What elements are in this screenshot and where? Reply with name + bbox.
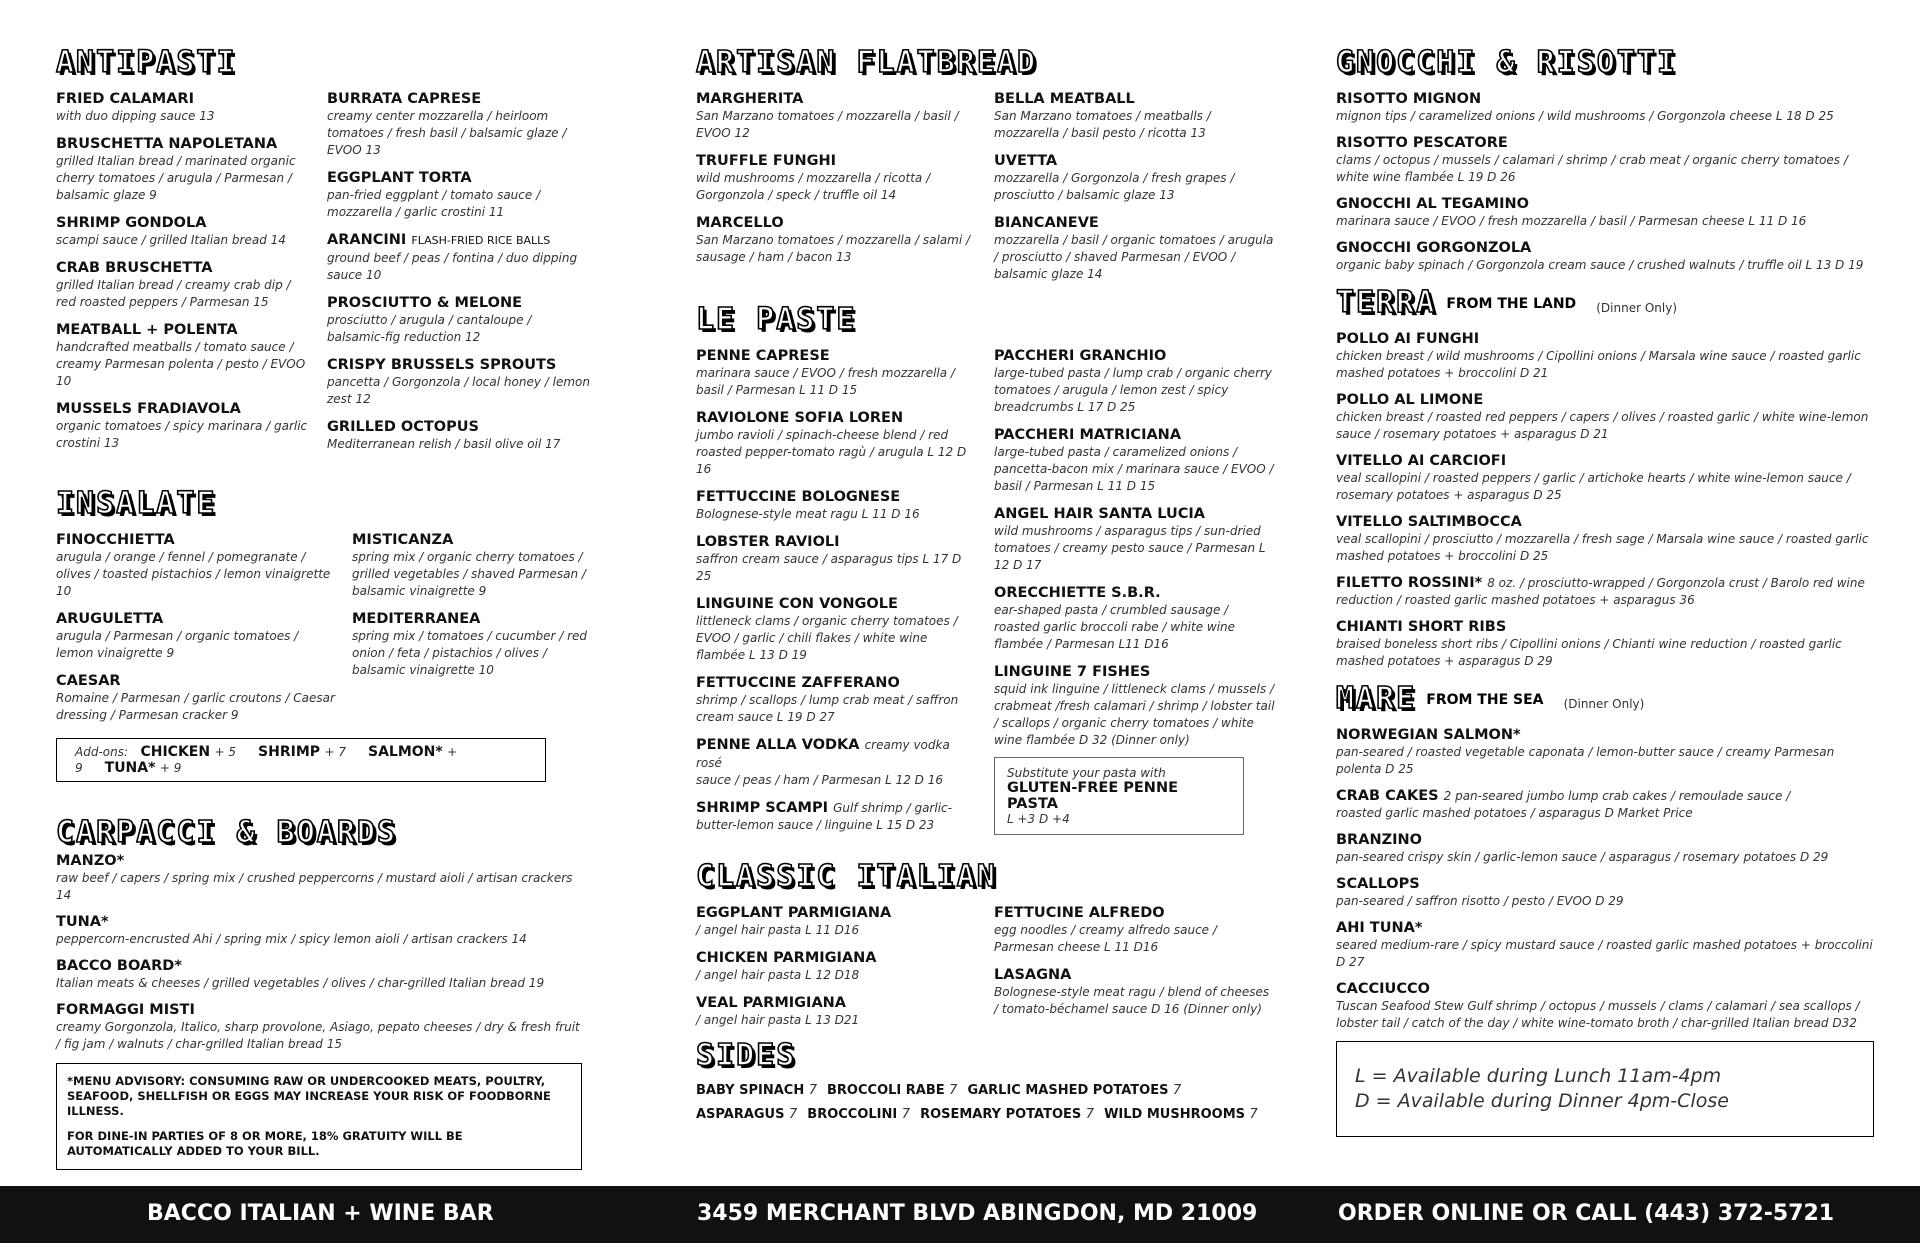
section-flatbread [696, 45, 1286, 293]
menu-item [1336, 618, 1876, 670]
menu-item [1336, 513, 1876, 565]
menu-item-description: Bolognese-style meat ragu / blend of cheeses / tomato-béchamel sauce D 16 (Dinner only) [994, 985, 1270, 1016]
menu-item [56, 90, 311, 125]
menu-item-description: Tuscan Seafood Stew Gulf shrimp / octopus / mussels / clams / calamari / sea scallops / lobster tail / catch of the day / white wine-tomato broth / char-grilled Italian bread D32 [1336, 999, 1860, 1030]
menu-item-name: POLLO AI FUNGHI [1336, 331, 1480, 347]
menu-item-name: FRIED CALAMARI [56, 91, 194, 107]
menu-item-description: marinara sauce / EVOO / fresh mozzarella / basil / Parmesan L 11 D 15 [696, 366, 955, 397]
side-item-price: 7 [1249, 1107, 1258, 1122]
menu-item-description: ground beef / peas / fontina / duo dipping sauce 10 [327, 251, 578, 282]
legend-dinner: D = Available during Dinner 4pm-Close [1355, 1090, 1729, 1112]
menu-item [696, 595, 978, 664]
menu-item-name: PACCHERI MATRICIANA [994, 427, 1182, 443]
menu-item-name: PROSCIUTTO & MELONE [327, 295, 522, 311]
menu-item-inline-desc: 2 pan-seared jumbo lump crab cakes / remoulade sauce / [1443, 789, 1791, 803]
addon-price: + 9 [159, 761, 182, 775]
section-title-terra [1336, 285, 1876, 320]
menu-item [352, 610, 592, 679]
menu-item-description: organic tomatoes / spicy marinara / garlic crostini 13 [56, 419, 308, 450]
menu-item [1336, 980, 1876, 1032]
menu-item-description: Mediterranean relish / basil olive oil 17 [327, 437, 561, 451]
menu-item-description: creamy Gorgonzola, Italico, sharp provolone, Asiago, pepato cheeses / dry & fresh fruit / fig jam / walnuts / char-grilled Italian bread 15 [56, 1020, 580, 1051]
menu-item-description: grilled Italian bread / marinated organic cherry tomatoes / arugula / Parmesan / balsamic glaze 9 [56, 154, 296, 202]
menu-item-description: handcrafted meatballs / tomato sauce / creamy Parmesan polenta / pesto / EVOO 10 [56, 340, 306, 388]
gf-note: Substitute your pasta with [1007, 766, 1166, 780]
section-classic [696, 859, 1286, 1039]
menu-item [994, 663, 1276, 749]
menu-item-name: POLLO AL LIMONE [1336, 392, 1484, 408]
menu-item-description: raw beef / capers / spring mix / crushed peppercorns / mustard aioli / artisan crackers 14 [56, 871, 573, 902]
menu-item [696, 799, 978, 834]
menu-item [696, 347, 978, 399]
menu-item-name: ANGEL HAIR SANTA LUCIA [994, 506, 1206, 522]
menu-item-description: braised boneless short ribs / Cipollini onions / Chianti wine reduction / roasted garlic mashed potatoes + asparagus D 29 [1336, 637, 1842, 668]
menu-item-description: butter-lemon sauce / linguine L 15 D 23 [696, 818, 935, 832]
menu-item [1336, 391, 1876, 443]
menu-item [56, 610, 336, 662]
menu-item-description: wild mushrooms / asparagus tips / sun-dried tomatoes / creamy pesto sauce / Parmesan L 12 D 17 [994, 524, 1266, 572]
menu-item-name: BRANZINO [1336, 832, 1422, 848]
section-paste [696, 302, 1286, 844]
menu-item [327, 169, 592, 221]
menu-item [56, 913, 586, 948]
side-item-price: 7 [949, 1083, 958, 1098]
menu-item [56, 259, 311, 311]
section-title-flatbread: ARTISAN FLATBREAD [696, 45, 1038, 80]
menu-item-name: CHICKEN PARMIGIANA [696, 950, 877, 966]
menu-item-description: arugula / orange / fennel / pomegranate / olives / toasted pistachios / lemon vinaigrette 10 [56, 550, 331, 598]
menu-item [994, 90, 1276, 142]
menu-item-name: FINOCCHIETTA [56, 532, 175, 548]
menu-item-name: FETTUCCINE BOLOGNESE [696, 489, 901, 505]
menu-item-description: seared medium-rare / spicy mustard sauce / roasted garlic mashed potatoes + broccolini D 27 [1336, 938, 1873, 969]
menu-item [56, 135, 311, 204]
menu-item-description: mozzarella / Gorgonzola / fresh grapes / prosciutto / balsamic glaze 13 [994, 171, 1235, 202]
section-title-carpacci: CARPACCI & BOARDS [56, 815, 398, 850]
menu-item-description: large-tubed pasta / caramelized onions / pancetta-bacon mix / marinara sauce / EVOO / basil / Parmesan L 11 D 15 [994, 445, 1274, 493]
menu-item-name: ARANCINI [327, 232, 407, 248]
menu-item [994, 966, 1276, 1018]
menu-item [327, 231, 592, 284]
section-title-paste: LE PASTE [696, 302, 857, 337]
menu-item-name: BACCO BOARD* [56, 958, 182, 974]
menu-item-name: FORMAGGI MISTI [56, 1002, 195, 1018]
addon-price: + 9 [75, 745, 458, 775]
menu-item-description: squid ink linguine / littleneck clams / mussels / crabmeat /fresh calamari / shrimp / lobster tail / scallops / organic cherry tomatoes / white wine flambée D 32 (Dinner only) [994, 682, 1275, 747]
menu-item [696, 214, 978, 266]
menu-item [56, 531, 336, 600]
menu-item-name: LASAGNA [994, 967, 1072, 983]
addon-name: TUNA* [104, 760, 156, 776]
menu-item-name: FETTUCCINE ZAFFERANO [696, 675, 900, 691]
menu-item [696, 994, 978, 1029]
menu-item-description: pan-seared crispy skin / garlic-lemon sauce / asparagus / rosemary potatoes D 29 [1336, 850, 1829, 864]
addons-box [56, 738, 546, 782]
menu-item-name: AHI TUNA* [1336, 920, 1423, 936]
section-carpacci [56, 815, 586, 1170]
menu-item [1336, 726, 1876, 778]
menu-item-name: SHRIMP SCAMPI [696, 800, 829, 816]
menu-item-name: FETTUCINE ALFREDO [994, 905, 1165, 921]
menu-item [1336, 452, 1876, 504]
menu-item [56, 214, 311, 249]
menu-item-name: LINGUINE CON VONGOLE [696, 596, 898, 612]
menu-item-name: RAVIOLONE SOFIA LOREN [696, 410, 904, 426]
availability-legend [1336, 1041, 1874, 1137]
addon-name: SALMON* [368, 744, 443, 760]
menu-item-description: egg noodles / creamy alfredo sauce / Parmesan cheese L 11 D16 [994, 923, 1217, 954]
menu-item [696, 533, 978, 585]
footer-address: 3459 MERCHANT BLVD ABINGDON, MD 21009 [697, 1201, 1258, 1226]
section-title-mare [1336, 681, 1876, 716]
menu-item-description: Italian meats & cheeses / grilled vegetables / olives / char-grilled Italian bread 19 [56, 976, 545, 990]
side-item-name: BROCCOLINI [807, 1107, 898, 1122]
menu-item-description: chicken breast / roasted red peppers / capers / olives / roasted garlic / white wine-lemon sauce / rosemary potatoes + asparagus D 21 [1336, 410, 1869, 441]
menu-item-description: veal scallopini / prosciutto / mozzarella / fresh sage / Marsala wine sauce / roasted garlic mashed potatoes + broccolini D 25 [1336, 532, 1869, 563]
side-item-price: 7 [1173, 1083, 1182, 1098]
menu-item [1336, 831, 1876, 866]
menu-item-description: / angel hair pasta L 12 D18 [696, 968, 860, 982]
addons-label: Add-ons: [75, 745, 129, 759]
menu-item-description: / angel hair pasta L 11 D16 [696, 923, 860, 937]
terra-subtitle: FROM THE LAND [1446, 295, 1577, 312]
menu-item-name: CHIANTI SHORT RIBS [1336, 619, 1507, 635]
menu-item-name: LINGUINE 7 FISHES [994, 664, 1151, 680]
menu-item-name: BURRATA CAPRESE [327, 91, 482, 107]
menu-item-description: spring mix / tomatoes / cucumber / red onion / feta / pistachios / olives / balsamic vinaigrette 10 [352, 629, 588, 677]
menu-item [696, 949, 978, 984]
menu-item [352, 531, 592, 600]
menu-item-description: jumbo ravioli / spinach-cheese blend / red roasted pepper-tomato ragù / arugula L 12 D 16 [696, 428, 967, 476]
menu-item-name: UVETTA [994, 153, 1058, 169]
menu-item-description: clams / octopus / mussels / calamari / shrimp / crab meat / organic cherry tomatoes / white wine flambée L 19 D 26 [1336, 153, 1848, 184]
menu-item-description: organic baby spinach / Gorgonzola cream sauce / crushed walnuts / truffle oil L 13 D 19 [1336, 258, 1864, 272]
menu-item-name: CRAB CAKES [1336, 788, 1439, 804]
menu-item-description: mignon tips / caramelized onions / wild mushrooms / Gorgonzola cheese L 18 D 25 [1336, 109, 1834, 123]
menu-item [56, 852, 586, 904]
menu-item-description: arugula / Parmesan / organic tomatoes / lemon vinaigrette 9 [56, 629, 299, 660]
menu-item [696, 90, 978, 142]
menu-item [994, 214, 1276, 283]
section-mare [1336, 681, 1876, 1137]
menu-item-description: saffron cream sauce / asparagus tips L 17 D 25 [696, 552, 962, 583]
menu-item [994, 426, 1276, 495]
section-antipasti [56, 45, 590, 463]
menu-item-name: EGGPLANT TORTA [327, 170, 472, 186]
section-gnocchi [1336, 45, 1876, 274]
section-terra [1336, 285, 1876, 670]
menu-item [994, 584, 1276, 653]
menu-item-name: VEAL PARMIGIANA [696, 995, 847, 1011]
menu-item [1336, 574, 1876, 609]
menu-item-description: scampi sauce / grilled Italian bread 14 [56, 233, 286, 247]
menu-item [696, 674, 978, 726]
menu-item-name: GRILLED OCTOPUS [327, 419, 479, 435]
menu-item-description: pan-fried eggplant / tomato sauce / mozzarella / garlic crostini 11 [327, 188, 541, 219]
section-insalate [56, 486, 588, 782]
menu-item-name: BIANCANEVE [994, 215, 1099, 231]
menu-item-description: marinara sauce / EVOO / fresh mozzarella / basil / Parmesan cheese L 11 D 16 [1336, 214, 1807, 228]
side-item-name: BROCCOLI RABE [827, 1083, 945, 1098]
menu-item-name: PENNE ALLA VODKA [696, 737, 860, 753]
legend-lunch: L = Available during Lunch 11am-4pm [1355, 1065, 1722, 1087]
menu-item-description: spring mix / organic cherry tomatoes / grilled vegetables / shaved Parmesan / balsamic vinaigrette 9 [352, 550, 586, 598]
gluten-free-box [994, 757, 1244, 835]
side-item-price: 7 [808, 1083, 818, 1098]
menu-item [994, 347, 1276, 416]
footer-restaurant-name: BACCO ITALIAN + WINE BAR [147, 1201, 494, 1226]
menu-item-name: MANZO* [56, 853, 125, 869]
menu-item-description: / angel hair pasta L 13 D21 [696, 1013, 860, 1027]
menu-item [696, 488, 978, 523]
footer-bar [0, 1186, 1920, 1243]
menu-item [696, 736, 978, 789]
menu-item [696, 904, 978, 939]
menu-item [56, 400, 311, 452]
menu-item [327, 418, 592, 453]
menu-item-name: PENNE CAPRESE [696, 348, 830, 364]
side-item-name: ASPARAGUS [696, 1107, 785, 1122]
menu-item-name: MUSSELS FRADIAVOLA [56, 401, 241, 417]
menu-item [327, 294, 592, 346]
menu-item-description: San Marzano tomatoes / meatballs / mozzarella / basil pesto / ricotta 13 [994, 109, 1211, 140]
addon-name: CHICKEN [140, 744, 211, 760]
menu-item-inline-desc: creamy vodka rosé [696, 738, 950, 770]
menu-item-note: FLASH-FRIED RICE BALLS [411, 234, 551, 247]
menu-item-name: MEDITERRANEA [352, 611, 481, 627]
menu-item-name: MISTICANZA [352, 532, 454, 548]
menu-item-description: sauce / peas / ham / Parmesan L 12 D 16 [696, 773, 943, 787]
menu-item-description: reduction / roasted garlic mashed potatoes + asparagus 36 [1336, 593, 1695, 607]
menu-item-inline-desc: Gulf shrimp / garlic- [833, 801, 952, 815]
menu-item [994, 505, 1276, 574]
menu-item [696, 152, 978, 204]
menu-item [1336, 875, 1876, 910]
menu-item [56, 957, 586, 992]
menu-advisory [56, 1063, 582, 1170]
menu-item [1336, 919, 1876, 971]
menu-item-name: RISOTTO PESCATORE [1336, 135, 1508, 151]
side-item-name: BABY SPINACH [696, 1083, 805, 1098]
menu-item-name: CACCIUCCO [1336, 981, 1430, 997]
addon-price: + 7 [324, 745, 346, 759]
side-item-name: GARLIC MASHED POTATOES [967, 1083, 1169, 1098]
menu-item [1336, 90, 1876, 125]
menu-item-description: pan-seared / roasted vegetable caponata / lemon-butter sauce / creamy Parmesan polenta D 25 [1336, 745, 1835, 776]
section-title-sides: SIDES [696, 1038, 797, 1073]
menu-item-description: littleneck clams / organic cherry tomatoes / EVOO / garlic / chili flakes / white wine flambée L 13 D 19 [696, 614, 958, 662]
column-left [56, 45, 590, 1170]
section-title-gnocchi: GNOCCHI & RISOTTI [1336, 45, 1678, 80]
terra-title: TERRA [1336, 285, 1437, 320]
section-title-insalate: INSALATE [56, 486, 217, 521]
menu-item-name: EGGPLANT PARMIGIANA [696, 905, 892, 921]
menu-item-name: MARGHERITA [696, 91, 804, 107]
menu-item [994, 904, 1276, 956]
side-item-price: 7 [901, 1107, 911, 1122]
menu-item-description: peppercorn-encrusted Ahi / spring mix / spicy lemon aioli / artisan crackers 14 [56, 932, 527, 946]
menu-item [1336, 239, 1876, 274]
menu-item-name: NORWEGIAN SALMON* [1336, 727, 1521, 743]
menu-item-name: RISOTTO MIGNON [1336, 91, 1482, 107]
menu-item-name: ARUGULETTA [56, 611, 164, 627]
gf-title: GLUTEN-FREE PENNE PASTA [1007, 780, 1178, 812]
menu-item-description: Bolognese-style meat ragu L 11 D 16 [696, 507, 920, 521]
menu-item-name: VITELLO AI CARCIOFI [1336, 453, 1507, 469]
menu-item-description: with duo dipping sauce 13 [56, 109, 215, 123]
gf-price: L +3 D +4 [1007, 812, 1070, 826]
menu-item-description: creamy center mozzarella / heirloom tomatoes / fresh basil / balsamic glaze / EVOO 13 [327, 109, 567, 157]
section-title-classic: CLASSIC ITALIAN [696, 859, 997, 894]
menu-item-name: MEATBALL + POLENTA [56, 322, 238, 338]
menu-item-name: TUNA* [56, 914, 109, 930]
menu-item [1336, 195, 1876, 230]
menu-item-description: pan-seared / saffron risotto / pesto / EVOO D 29 [1336, 894, 1624, 908]
menu-item-inline-desc: 8 oz. / prosciutto-wrapped / Gorgonzola crust / Barolo red wine [1487, 576, 1865, 590]
menu-item [994, 152, 1276, 204]
section-sides [696, 1038, 1286, 1127]
addon-name: SHRIMP [258, 744, 321, 760]
menu-item-name: SCALLOPS [1336, 876, 1420, 892]
menu-item-description: chicken breast / wild mushrooms / Cipollini onions / Marsala wine sauce / roasted garlic mashed potatoes + broccolini D 21 [1336, 349, 1861, 380]
menu-item [327, 356, 592, 408]
menu-item-name: SHRIMP GONDOLA [56, 215, 207, 231]
footer-order-phone: ORDER ONLINE OR CALL (443) 372-5721 [1338, 1201, 1835, 1226]
menu-item-name: CRAB BRUSCHETTA [56, 260, 213, 276]
menu-item [327, 90, 592, 159]
advisory-gratuity: FOR DINE-IN PARTIES OF 8 OR MORE, 18% GRATUITY WILL BE AUTOMATICALLY ADDED TO YOUR BILL. [67, 1129, 463, 1158]
menu-item-name: GNOCCHI GORGONZOLA [1336, 240, 1532, 256]
menu-item-name: CAESAR [56, 673, 121, 689]
menu-item-name: TRUFFLE FUNGHI [696, 153, 837, 169]
side-item-price: 7 [1085, 1107, 1095, 1122]
menu-item-name: GNOCCHI AL TEGAMINO [1336, 196, 1529, 212]
menu-item-description: roasted garlic mashed potatoes / asparagus D Market Price [1336, 806, 1693, 820]
menu-item-description: San Marzano tomatoes / mozzarella / basil / EVOO 12 [696, 109, 959, 140]
section-title-antipasti: ANTIPASTI [56, 45, 237, 80]
menu-item-description: large-tubed pasta / lump crab / organic cherry tomatoes / arugula / lemon zest / spicy breadcrumbs L 17 D 25 [994, 366, 1273, 414]
mare-subtitle: FROM THE SEA [1426, 691, 1544, 708]
menu-item-description: shrimp / scallops / lump crab meat / saffron cream sauce L 19 D 27 [696, 693, 959, 724]
mare-dinner-only: (Dinner Only) [1563, 697, 1645, 711]
menu-item [1336, 330, 1876, 382]
side-item-price: 7 [789, 1107, 798, 1122]
menu-item-description: wild mushrooms / mozzarella / ricotta / Gorgonzola / speck / truffle oil 14 [696, 171, 931, 202]
menu-item-name: MARCELLO [696, 215, 784, 231]
menu-item [56, 672, 336, 724]
menu-item-description: Romaine / Parmesan / garlic croutons / Caesar dressing / Parmesan cracker 9 [56, 691, 335, 722]
menu-item-name: VITELLO SALTIMBOCCA [1336, 514, 1522, 530]
menu-item-name: ORECCHIETTE S.B.R. [994, 585, 1161, 601]
mare-title: MARE [1336, 681, 1417, 716]
menu-item-description: grilled Italian bread / creamy crab dip / red roasted peppers / Parmesan 15 [56, 278, 291, 309]
menu-item-name: FILETTO ROSSINI* [1336, 575, 1483, 591]
menu-item [1336, 787, 1876, 822]
addon-price: + 5 [214, 745, 237, 759]
menu-item-description: veal scallopini / roasted peppers / garlic / artichoke hearts / white wine-lemon sauce / rosemary potatoes + asparagus D 25 [1336, 471, 1851, 502]
menu-item-name: BELLA MEATBALL [994, 91, 1135, 107]
side-item-name: ROSEMARY POTATOES [920, 1107, 1082, 1122]
menu-item-name: BRUSCHETTA NAPOLETANA [56, 136, 278, 152]
terra-dinner-only: (Dinner Only) [1596, 301, 1677, 315]
side-item-name: WILD MUSHROOMS [1104, 1107, 1246, 1122]
advisory-raw-food: *MENU ADVISORY: CONSUMING RAW OR UNDERCOOKED MEATS, POULTRY, SEAFOOD, SHELLFISH OR EGGS MAY INCREASE YOUR RISK OF FOODBORNE ILLNESS. [67, 1074, 551, 1118]
menu-item [696, 409, 978, 478]
menu-item-name: CRISPY BRUSSELS SPROUTS [327, 357, 557, 373]
menu-item-description: pancetta / Gorgonzola / local honey / lemon zest 12 [327, 375, 590, 406]
menu-item-description: mozzarella / basil / organic tomatoes / arugula / prosciutto / shaved Parmesan / EVOO / balsamic glaze 14 [994, 233, 1274, 281]
menu-item-description: ear-shaped pasta / crumbled sausage / roasted garlic broccoli rabe / white wine flambée / Parmesan L11 D16 [994, 603, 1236, 651]
menu-item-description: prosciutto / arugula / cantaloupe / balsamic-fig reduction 12 [327, 313, 532, 344]
column-right [1336, 45, 1876, 1137]
menu-item [1336, 134, 1876, 186]
menu-item [56, 321, 311, 390]
column-center [696, 45, 1286, 1127]
menu-item [56, 1001, 586, 1053]
menu-item-name: PACCHERI GRANCHIO [994, 348, 1167, 364]
menu-item-name: LOBSTER RAVIOLI [696, 534, 840, 550]
menu-item-description: San Marzano tomatoes / mozzarella / salami / sausage / ham / bacon 13 [696, 233, 971, 264]
